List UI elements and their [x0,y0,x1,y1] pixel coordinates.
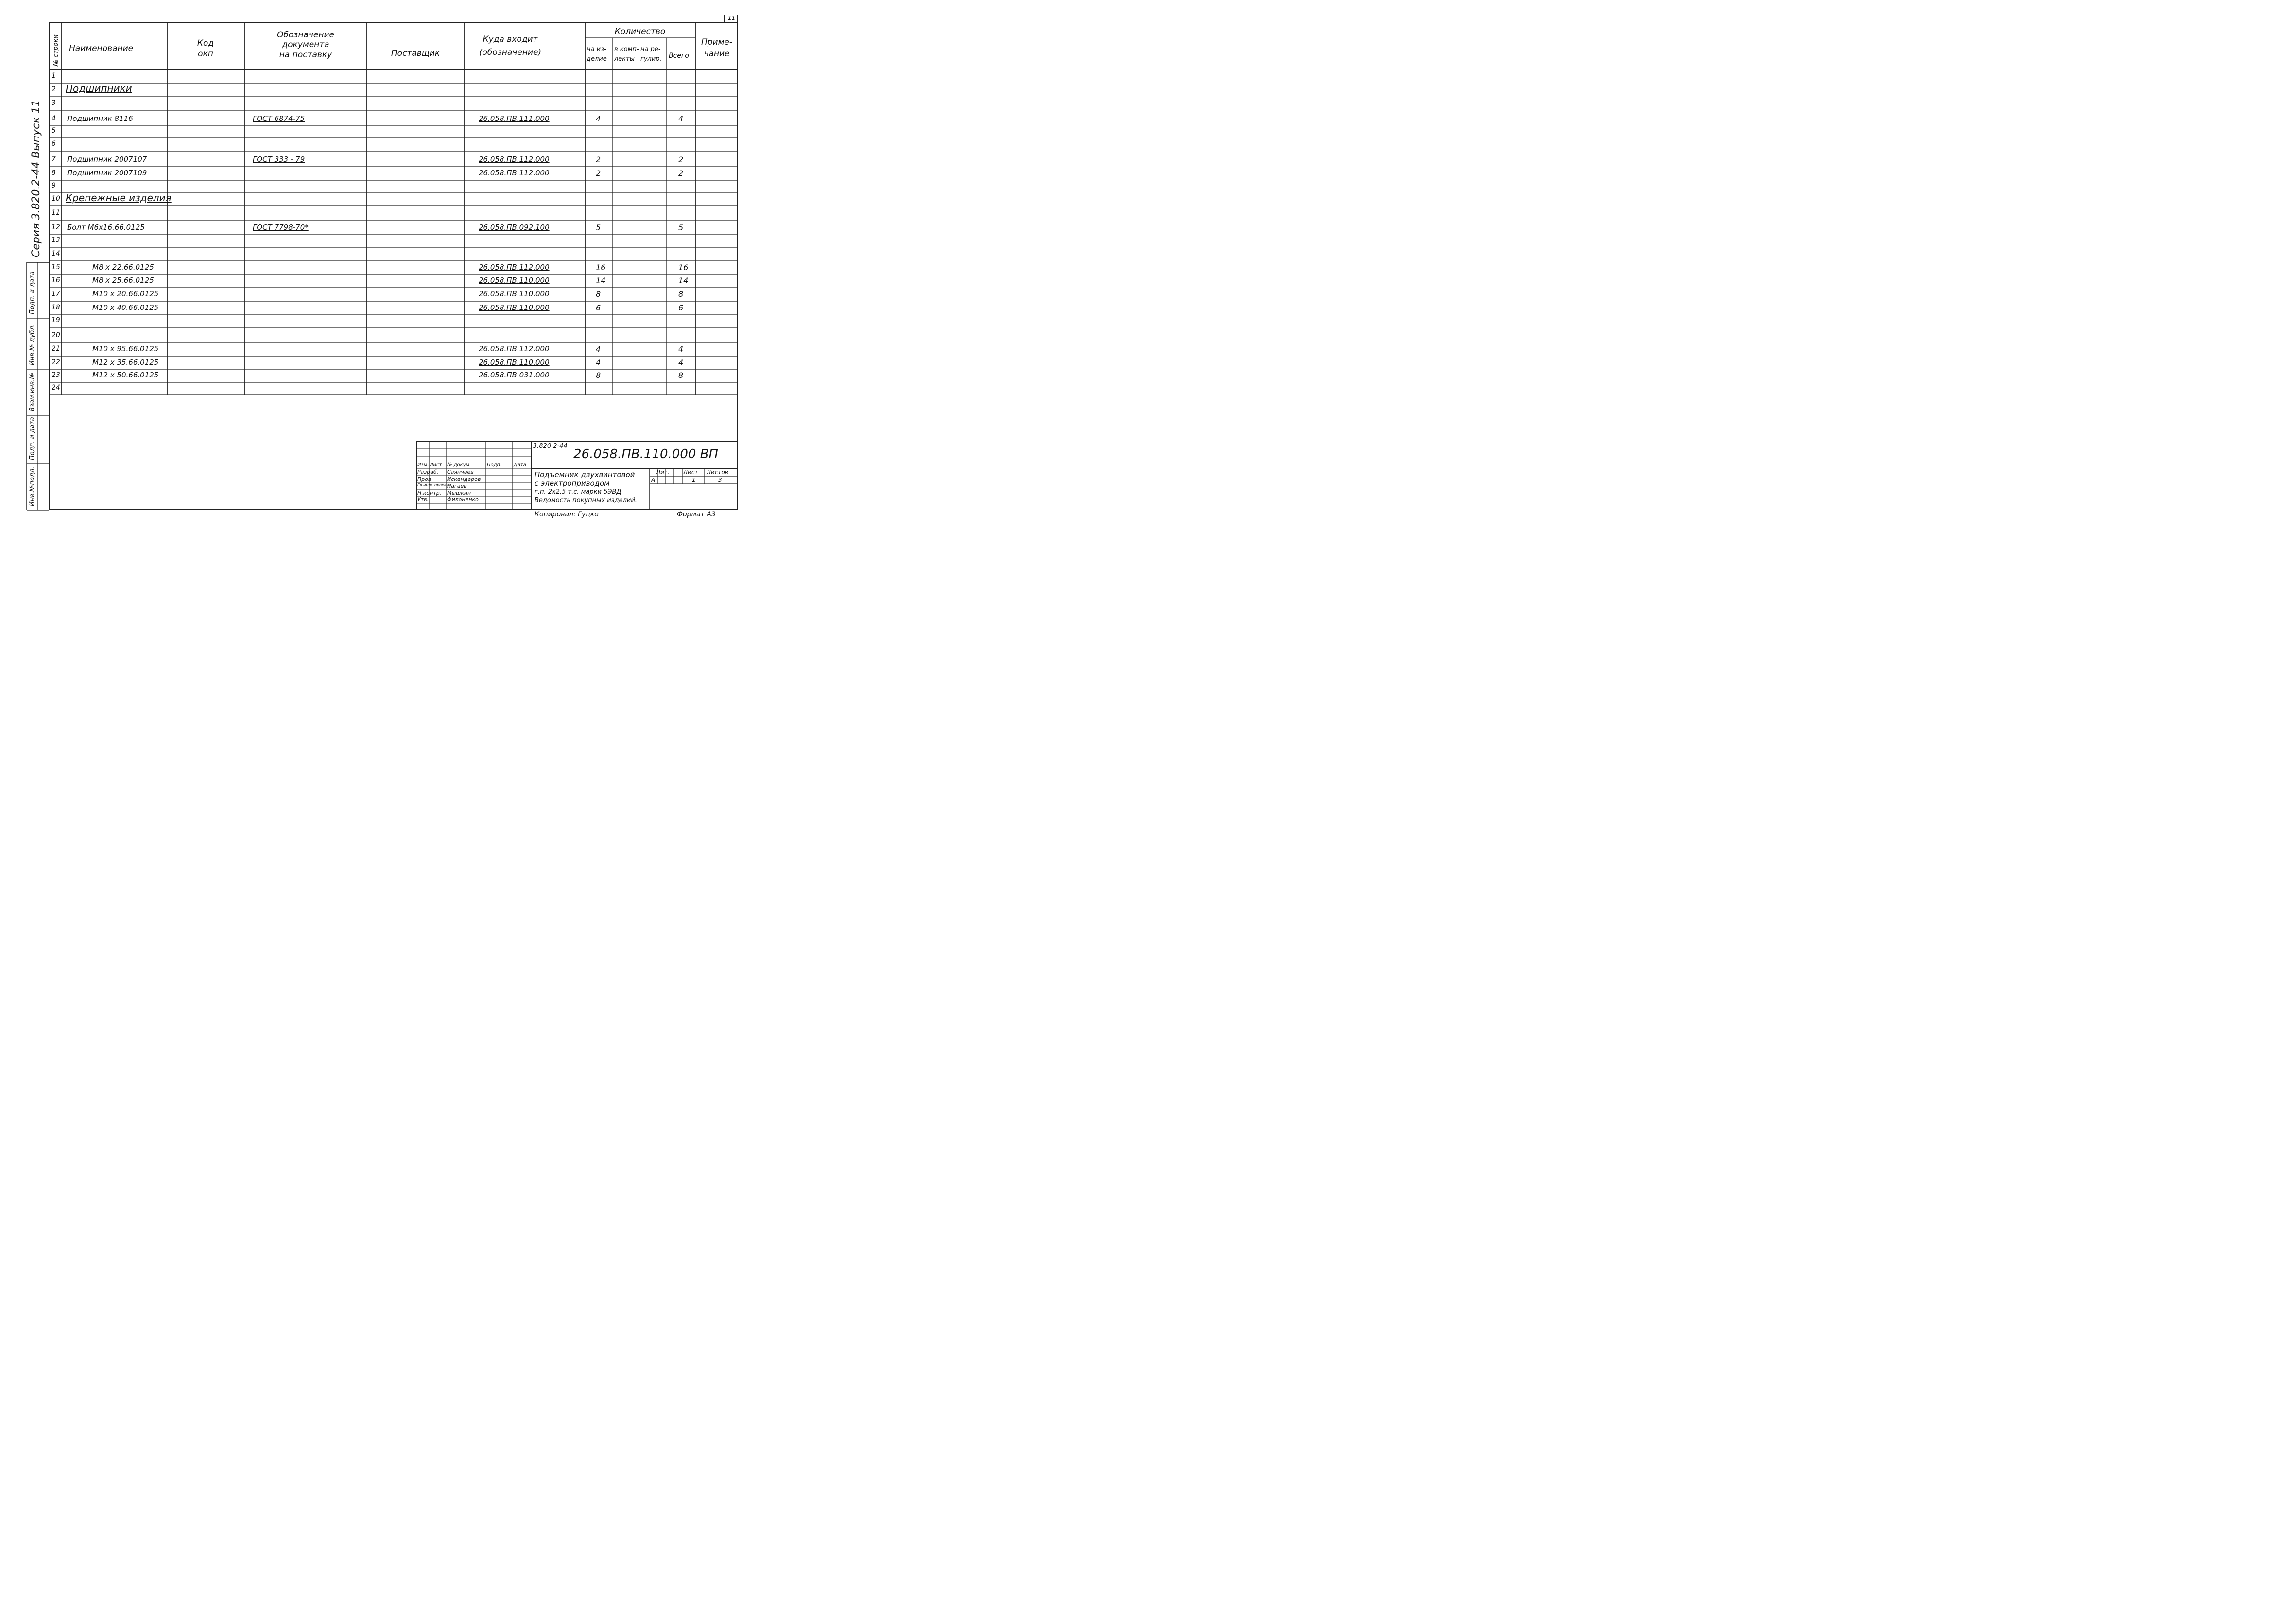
row-number: 19 [52,316,60,324]
row-number: 8 [52,169,56,177]
tb-copied: Копировал: Гуцко [535,511,599,518]
page-number: 11 [728,15,736,21]
tb-sheets-label: Листов [707,469,728,476]
qty-total: 8 [678,290,684,299]
row-number: 11 [52,209,60,217]
qty-item: 2 [596,169,601,178]
item-name: М10 х 20.66.0125 [92,290,159,298]
item-where: 26.058.ПВ.110.000 [479,290,550,298]
qty-item: 8 [596,290,601,299]
header-supplier: Поставщик [391,49,440,58]
qty-total: 8 [678,371,684,380]
header-qty-total: Всего [669,52,689,60]
tb-name: Мышкин [447,490,471,496]
item-where: 26.058.ПВ.110.000 [479,358,550,367]
tb-format: Формат А3 [677,511,716,518]
side-stamp-label: Инв.№ дубл. [29,324,36,365]
side-stamp-label: Инв.№подл. [29,466,36,506]
tb-sheet-value: 1 [692,477,696,483]
tb-title-line: г.п. 2х2,5 т.с. марки 5ЭВД [535,488,621,496]
header-row-number: № строки [52,34,60,66]
item-where: 26.058.ПВ.112.000 [479,155,550,164]
section-title: Крепежные изделия [66,192,172,204]
tb-col-label: Подп. [487,462,502,468]
header-qty-reg: на ре- гулир. [640,46,662,63]
tb-series-code: 3.820.2-44 [533,443,568,450]
section-title: Подшипники [66,83,132,94]
tb-name: Филоненко [447,496,479,503]
row-number: 1 [52,72,56,80]
tb-role: Утв. [417,496,429,503]
header-qty-item: на из- делие [587,46,607,63]
item-name: Подшипник 2007109 [67,169,147,177]
qty-total: 4 [678,358,684,367]
tb-role: Гл.инж. проекта [417,483,451,487]
qty-item: 2 [596,155,601,164]
row-number: 15 [52,263,60,271]
qty-item: 6 [596,303,601,312]
row-number: 4 [52,115,56,122]
item-name: М12 х 35.66.0125 [92,358,159,367]
qty-item: 8 [596,371,601,380]
item-doc: ГОСТ 7798-70* [253,223,309,232]
item-name: Подшипник 8116 [67,114,133,123]
tb-sheets-value: 3 [718,477,722,483]
header-name: Наименование [69,44,134,53]
item-name: М10 х 40.66.0125 [92,303,159,312]
side-stamp-label: Подп. и дата [29,271,36,314]
qty-item: 14 [596,276,606,285]
header-qty-group: Количество [614,27,666,36]
qty-total: 14 [678,276,689,285]
item-name: М12 х 50.66.0125 [92,371,159,379]
row-number: 5 [52,127,56,135]
item-doc: ГОСТ 333 - 79 [253,155,305,164]
side-stamp-label: Подп. и дата [29,417,36,460]
row-number: 14 [52,250,60,257]
qty-total: 5 [678,223,684,232]
row-number: 3 [52,99,56,107]
row-number: 20 [52,331,60,339]
tb-title-line: Подъемник двухвинтовой [535,470,635,479]
row-number: 2 [52,85,56,93]
row-number: 7 [52,155,56,163]
row-number: 23 [52,371,60,379]
tb-role: Н.контр. [417,490,442,496]
row-number: 18 [52,304,60,311]
tb-designation: 26.058.ПВ.110.000 ВП [573,447,719,462]
qty-item: 4 [596,358,601,367]
row-number: 16 [52,276,60,284]
tb-col-label: Лист [430,462,442,468]
item-where: 26.058.ПВ.031.000 [479,371,550,379]
row-number: 6 [52,140,56,148]
qty-total: 4 [678,344,684,354]
tb-title-line: Ведомость покупных изделий. [535,497,637,504]
item-where: 26.058.ПВ.110.000 [479,276,550,285]
qty-item: 16 [596,263,606,272]
tb-name: Искандеров [447,476,481,482]
tb-lit-label: Лит. [656,469,670,476]
item-name: Болт М6х16.66.0125 [67,223,145,232]
item-where: 26.058.ПВ.092.100 [479,223,550,232]
side-stamp-label: Взам.инв.№ [29,373,36,411]
row-number: 9 [52,182,56,189]
tb-lit-value: А [651,477,656,483]
tb-name: Саянчаев [447,469,474,475]
qty-item: 4 [596,344,601,354]
item-where: 26.058.ПВ.110.000 [479,303,550,312]
item-where: 26.058.ПВ.112.000 [479,263,550,272]
header-code: Код окп [197,38,214,59]
qty-total: 4 [678,114,684,123]
item-where: 26.058.ПВ.111.000 [479,114,550,123]
qty-item: 4 [596,114,601,123]
tb-sheet-label: Лист [683,469,698,476]
item-name: М8 х 25.66.0125 [92,276,154,285]
row-number: 17 [52,290,60,298]
row-number: 13 [52,236,60,244]
item-where: 26.058.ПВ.112.000 [479,344,550,353]
qty-total: 2 [678,155,684,164]
qty-item: 5 [596,223,601,232]
item-where: 26.058.ПВ.112.000 [479,169,550,177]
item-name: М8 х 22.66.0125 [92,263,154,272]
header-where: Куда входит (обозначение) [479,34,542,58]
header-note: Приме- чание [701,37,733,59]
side-series-label: Серия 3.820.2-44 Выпуск 11 [30,100,42,257]
header-qty-kit: в комп- лекты [614,46,639,63]
item-name: Подшипник 2007107 [67,155,147,164]
tb-title-line: с электроприводом [535,479,610,488]
row-number: 24 [52,384,60,392]
row-number: 22 [52,359,60,366]
qty-total: 2 [678,169,684,178]
item-name: М10 х 95.66.0125 [92,344,159,353]
row-number: 21 [52,345,60,353]
qty-total: 6 [678,303,684,312]
tb-role: Пров. [417,476,433,482]
tb-name: Нагаев [447,483,467,489]
qty-total: 16 [678,263,689,272]
item-doc: ГОСТ 6874-75 [253,114,305,123]
header-doc: Обозначение документа на поставку [277,30,334,60]
row-number: 12 [52,223,60,231]
tb-role: Разраб. [417,469,439,475]
tb-col-label: Дата [514,462,526,468]
tb-col-label: Изм. [417,462,429,468]
tb-col-label: № докум. [447,462,471,468]
row-number: 10 [52,195,60,203]
